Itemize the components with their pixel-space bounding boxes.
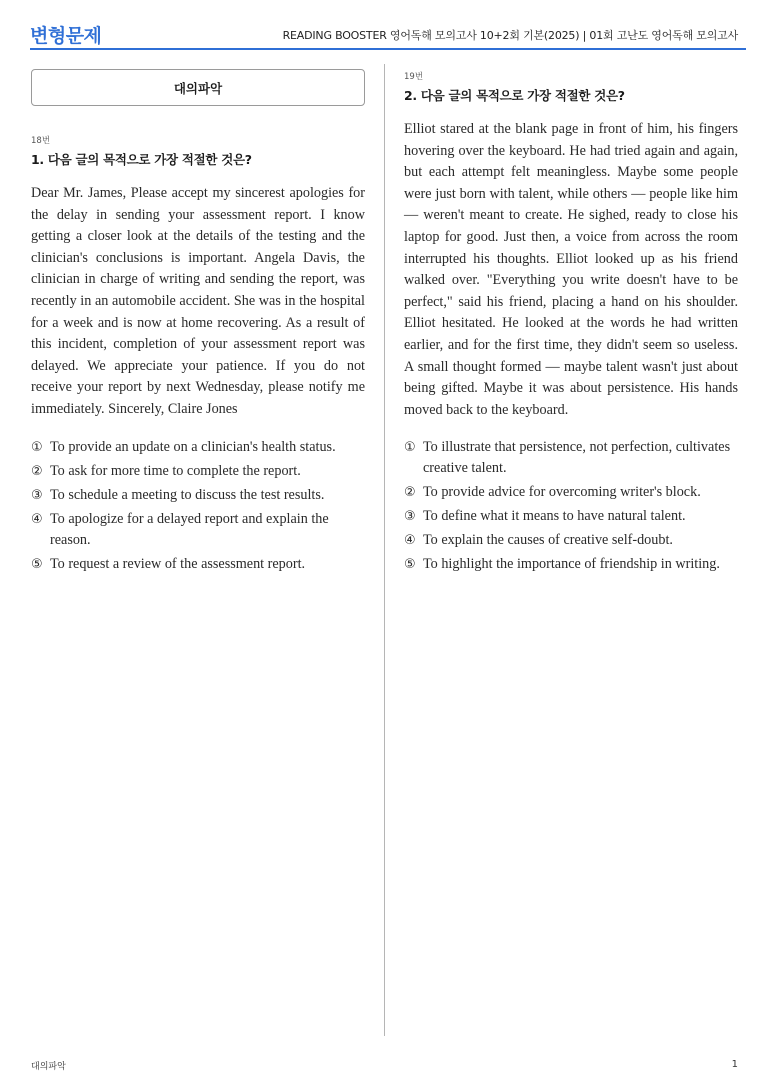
- page-header: [30, 0, 746, 50]
- choice-text: To ask for more time to complete the report.: [50, 462, 301, 479]
- footer-section-label: 대의파악: [31, 1062, 66, 1072]
- choice-text: To apologize for a delayed report and explain the reason.: [50, 510, 329, 548]
- answer-choices: [31, 437, 365, 575]
- answer-choices: [404, 437, 738, 575]
- question-title: 2. 다음 글의 목적으로 가장 적절한 것은?: [404, 88, 625, 103]
- choice-marker: ⑤: [31, 556, 43, 572]
- choice-text: To provide an update on a clinician's health status.: [50, 438, 336, 455]
- answer-choice[interactable]: [31, 509, 365, 551]
- question-source-number: 19번: [404, 72, 424, 82]
- page-number: 1: [731, 1059, 738, 1070]
- right-column: [404, 70, 738, 578]
- question-block-1: [31, 134, 365, 575]
- question-passage: Dear Mr. James, Please accept my sincerest apologies for the delay in sending your assessment report. I know getting a closer look at the details of the testing and the clinician's conclusions is important. Angela Davis, the clinician in charge of writing and sending the report, was recently in an automobile accident. She was in the hospital for a week and is now at home recovering. As a result of this incident, completion of your assessment report was delayed. We appreciate your patience. If you do not receive your report by next Wednesday, please notify me immediately. Sincerely, Claire Jones: [31, 185, 365, 417]
- answer-choice[interactable]: [404, 482, 738, 503]
- header-book-info: READING BOOSTER 영어독해 모의고사 10+2회 기본(2025) | 01회 고난도 영어독해 모의고사: [282, 29, 738, 42]
- question-passage: Elliot stared at the blank page in front of him, his fingers hovering over the keyboard. He had tried again and again, but each attempt felt meaningless. Maybe some people were just born with talent, while others — people like him — weren't meant to create. He sighed, ready to close his laptop for good. Just then, a voice from across the room interrupted his thoughts. Elliot looked up as his friend walked over. "Everything you write doesn't have to be perfect," said his friend, placing a hand on his shoulder. Elliot hesitated. He looked at the words he had written earlier, and for the first time, they didn't seem so useless. A small thought formed — maybe talent wasn't just about being gifted. Maybe it was about persistence. His hands moved back to the keyboard.: [404, 121, 738, 418]
- choice-text: To define what it means to have natural talent.: [423, 508, 686, 525]
- question-title: 1. 다음 글의 목적으로 가장 적절한 것은?: [31, 152, 252, 167]
- answer-choice[interactable]: [404, 554, 738, 575]
- choice-marker: ③: [404, 509, 416, 525]
- choice-text: To explain the causes of creative self-doubt.: [423, 532, 673, 549]
- choice-text: To request a review of the assessment report.: [50, 555, 306, 572]
- answer-choice[interactable]: [31, 485, 365, 506]
- answer-choice[interactable]: [404, 437, 738, 479]
- question-block-2: [404, 70, 738, 575]
- choice-marker: ②: [31, 463, 43, 479]
- choice-text: To schedule a meeting to discuss the test results.: [50, 486, 325, 503]
- choice-marker: ④: [404, 533, 416, 549]
- choice-marker: ①: [404, 440, 416, 456]
- choice-marker: ⑤: [404, 557, 416, 573]
- brand-title: 변형문제: [30, 25, 102, 47]
- answer-choice[interactable]: [31, 461, 365, 482]
- section-title-box: 대의파악: [31, 69, 365, 106]
- column-divider: [384, 64, 385, 1036]
- answer-choice[interactable]: [404, 506, 738, 527]
- choice-marker: ②: [404, 485, 416, 501]
- choice-marker: ①: [31, 439, 43, 455]
- choice-text: To illustrate that persistence, not perfection, cultivates creative talent.: [423, 439, 731, 477]
- answer-choice[interactable]: [31, 437, 365, 458]
- question-source-number: 18번: [31, 136, 51, 146]
- choice-text: To highlight the importance of friendship in writing.: [423, 556, 720, 573]
- left-column: [31, 64, 365, 578]
- answer-choice[interactable]: [404, 530, 738, 551]
- choice-text: To provide advice for overcoming writer's block.: [423, 484, 701, 501]
- choice-marker: ③: [31, 487, 43, 503]
- answer-choice[interactable]: [31, 554, 365, 575]
- choice-marker: ④: [31, 511, 43, 527]
